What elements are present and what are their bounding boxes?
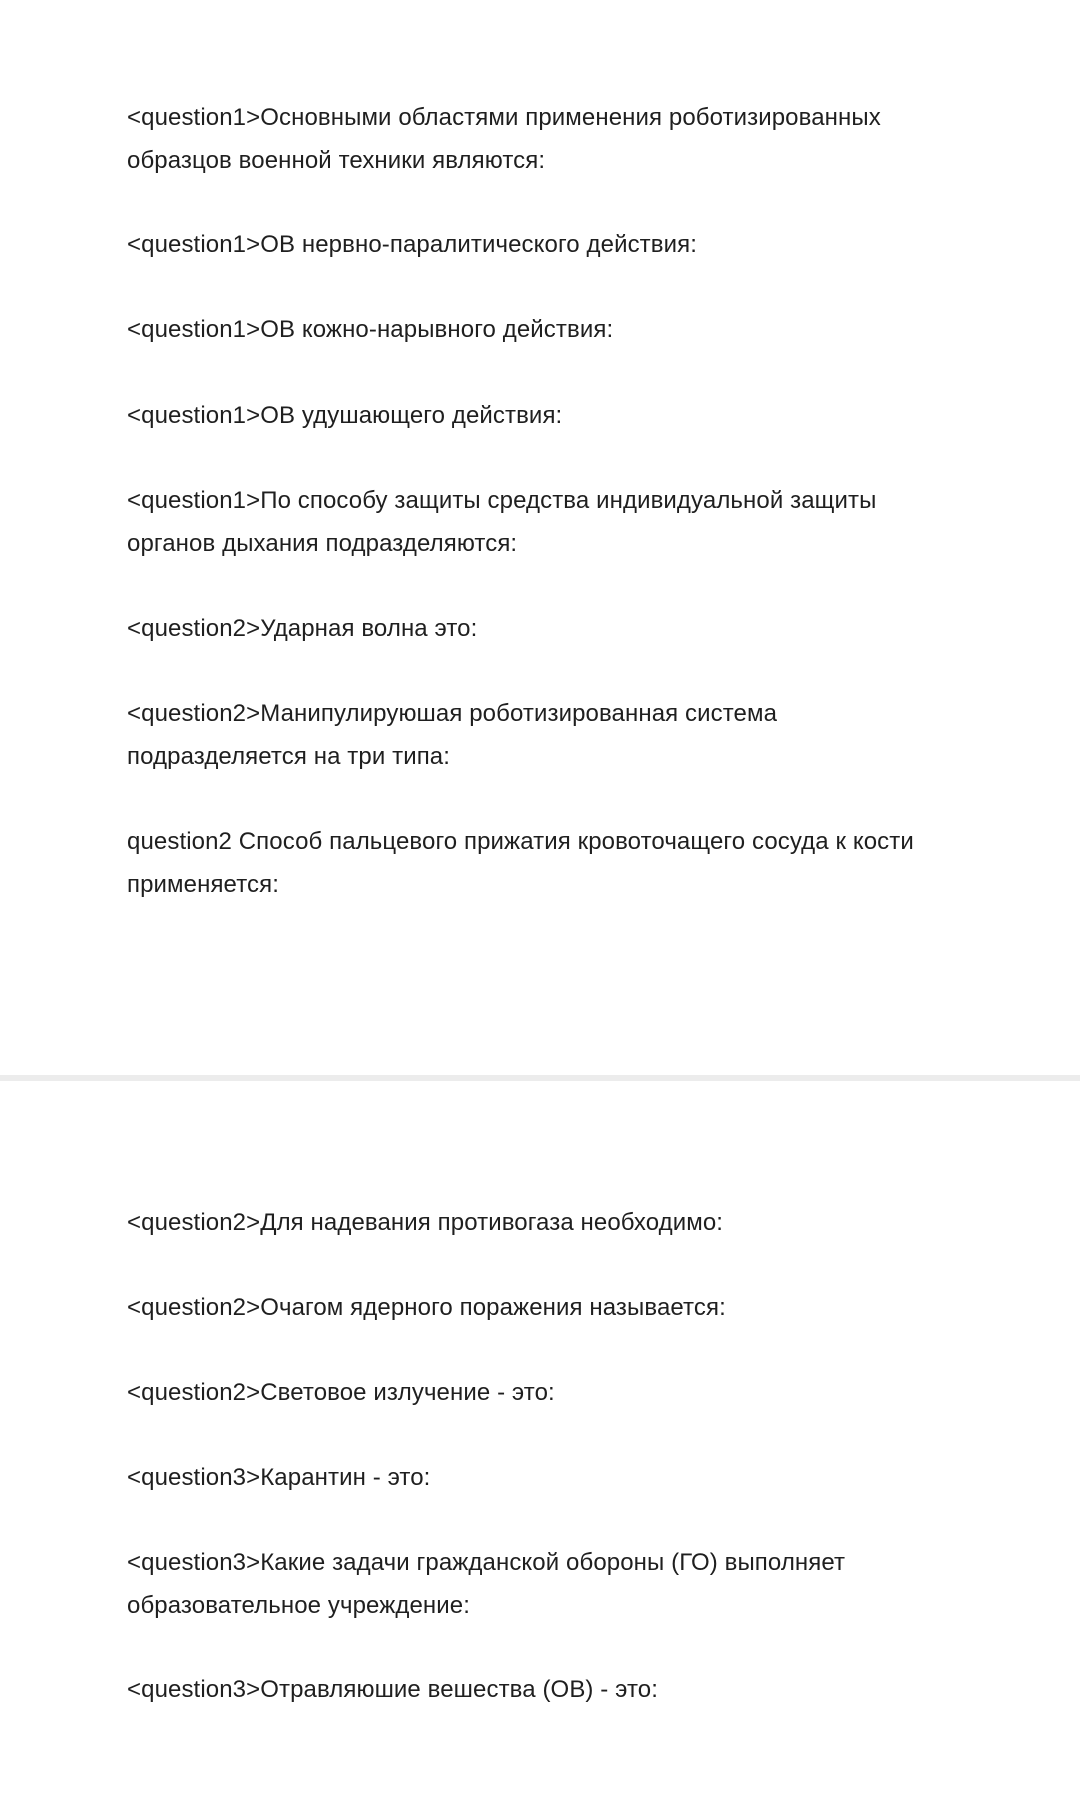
- question-item: <question3>Какие задачи гражданской обороны (ГО) выполняет образовательное учреждение:: [127, 1549, 846, 1619]
- question-item: <question2>Для надевания противогаза необходимо:: [127, 1209, 724, 1236]
- question-item: <question3>Карантин - это:: [127, 1464, 431, 1491]
- question-item: question2 Способ пальцевого прижатия кровоточащего сосуда к кости применяется:: [127, 828, 914, 898]
- question-item: <question1>ОВ удушающего действия:: [127, 402, 563, 429]
- document-page-2: [0, 1081, 1080, 1809]
- question-item: <question1>Основными областями применения роботизированных образцов военной техники являются:: [127, 104, 881, 174]
- question-item: <question1>По способу защиты средства индивидуальной защиты органов дыхания подразделяются:: [127, 487, 877, 557]
- question-item: <question2>Очагом ядерного поражения называется:: [127, 1294, 726, 1321]
- question-item: <question3>Отравляюшие вешества (ОВ) - это:: [127, 1676, 659, 1703]
- question-item: <question1>ОВ кожно-нарывного действия:: [127, 316, 614, 343]
- question-item: <question2>Световое излучение - это:: [127, 1379, 555, 1406]
- question-item: <question2>Ударная волна это:: [127, 615, 478, 642]
- question-item: <question1>ОВ нервно-паралитического действия:: [127, 231, 697, 258]
- question-item: <question2>Манипулируюшая роботизированная система подразделяется на три типа:: [127, 700, 778, 770]
